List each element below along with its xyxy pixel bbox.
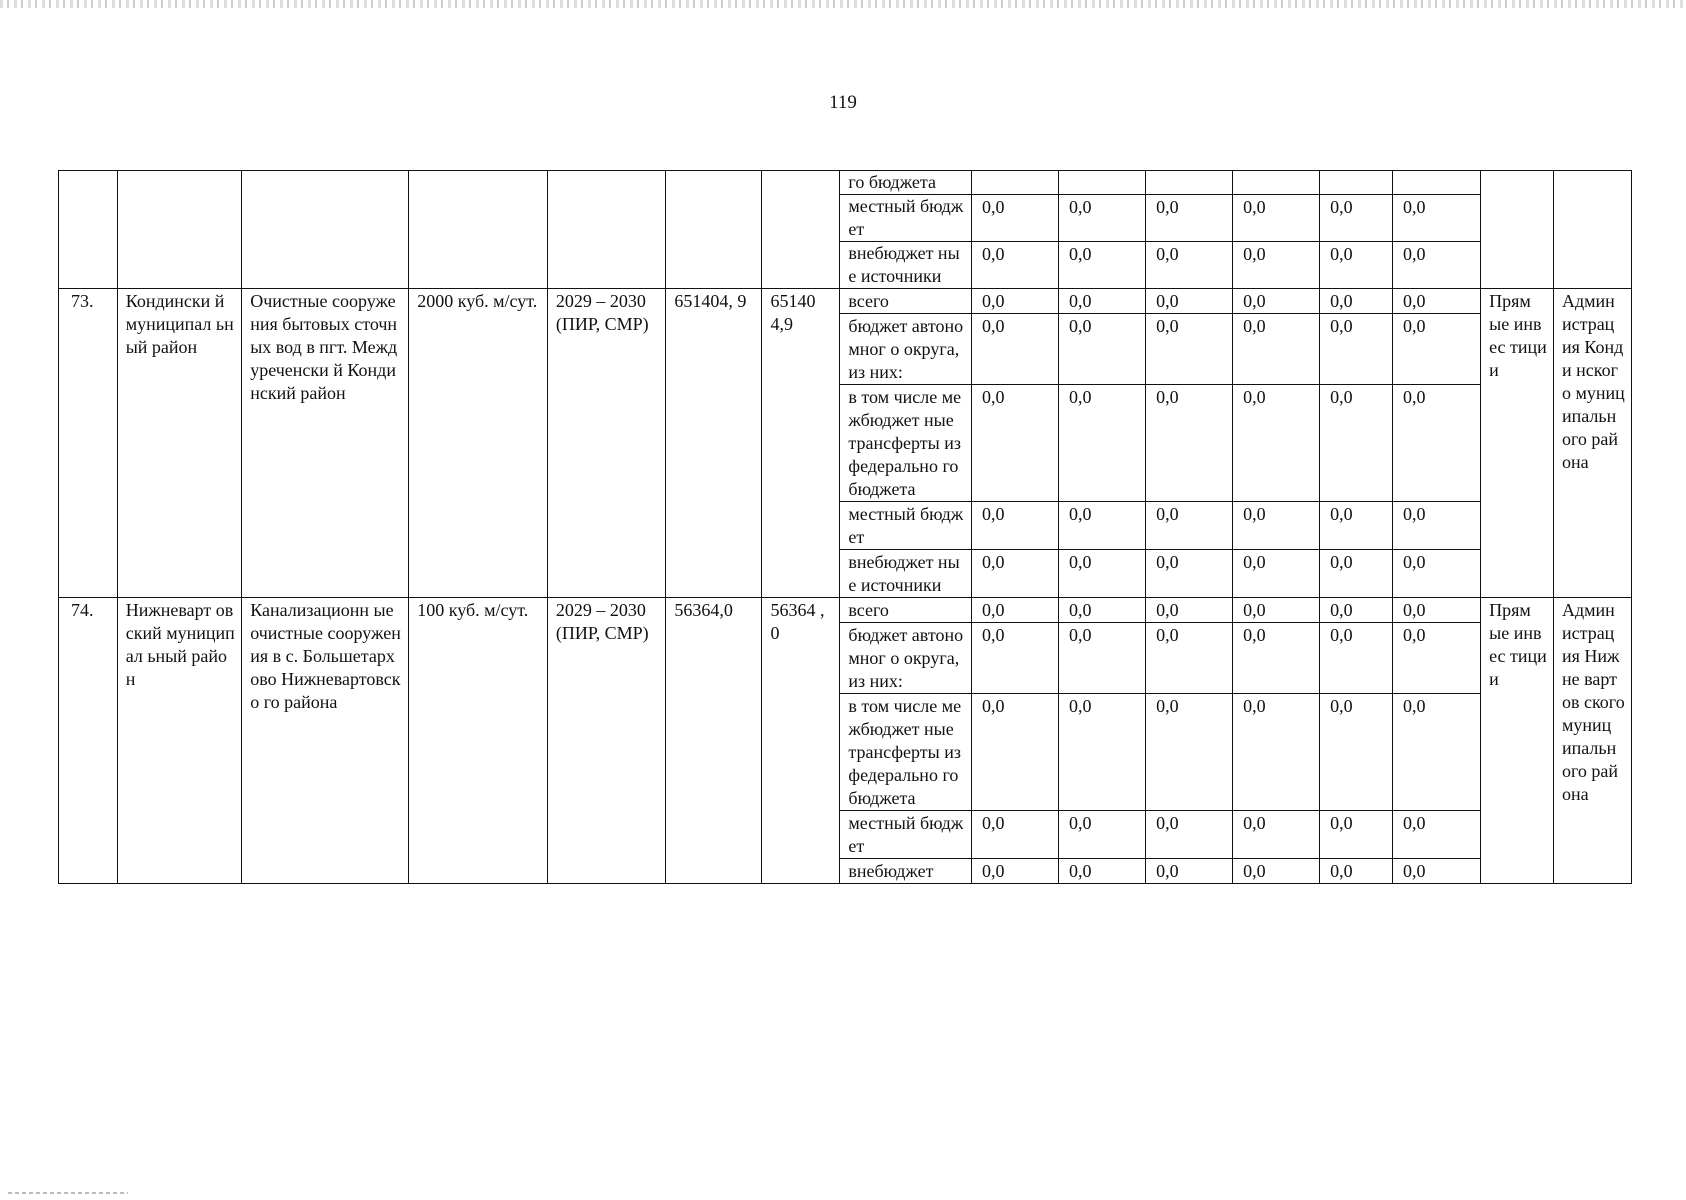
cell-value xyxy=(1233,171,1320,195)
cell-value: 0,0 xyxy=(971,502,1058,550)
cell-value: 0,0 xyxy=(1393,859,1481,884)
cell-value xyxy=(1146,171,1233,195)
cell-district: Нижневарт овский муниципал ьный район xyxy=(117,598,242,884)
cell-value: 0,0 xyxy=(1393,550,1481,598)
cell-value: 0,0 xyxy=(1393,598,1481,623)
cell-source: местный бюджет xyxy=(840,502,972,550)
cell-value: 0,0 xyxy=(1393,314,1481,385)
cell-value: 0,0 xyxy=(1320,314,1393,385)
cell-value: 0,0 xyxy=(1146,314,1233,385)
cell-investment-type xyxy=(1481,171,1554,289)
cell-source: всего xyxy=(840,598,972,623)
scan-mark xyxy=(8,1192,128,1194)
cell-source: внебюджет ные источники xyxy=(840,550,972,598)
cell-capacity: 100 куб. м/сут. xyxy=(409,598,548,884)
cell-district: Кондински й муниципал ьный район xyxy=(117,289,242,598)
cell-value: 0,0 xyxy=(971,314,1058,385)
cell-source: в том числе межбюджет ные трансферты из федерально го бюджета xyxy=(840,694,972,811)
investment-table xyxy=(58,170,1632,884)
cell-value: 0,0 xyxy=(1320,550,1393,598)
cell-value: 0,0 xyxy=(1393,289,1481,314)
cell-value: 0,0 xyxy=(1059,550,1146,598)
cell-value: 0,0 xyxy=(971,385,1058,502)
table-row xyxy=(59,171,1632,195)
cell-investment-type: Прям ые инвес тици и xyxy=(1481,598,1554,884)
cell-value: 0,0 xyxy=(971,811,1058,859)
cell-source: внебюджет ные источники xyxy=(840,242,972,289)
cell-source: бюджет автономног о округа, из них: xyxy=(840,314,972,385)
cell-value xyxy=(1320,171,1393,195)
cell-capacity: 2000 куб. м/сут. xyxy=(409,289,548,598)
cell-source: го бюджета xyxy=(840,171,972,195)
cell-value: 0,0 xyxy=(1320,195,1393,242)
cell-value: 0,0 xyxy=(1059,195,1146,242)
table-row xyxy=(59,289,1632,314)
cell-source: в том числе межбюджет ные трансферты из федерально го бюджета xyxy=(840,385,972,502)
cell-value: 0,0 xyxy=(1146,550,1233,598)
cell-value: 0,0 xyxy=(1320,694,1393,811)
cell-value: 0,0 xyxy=(1233,598,1320,623)
cell-amount: 65140 4,9 xyxy=(762,289,840,598)
cell-value: 0,0 xyxy=(1146,598,1233,623)
cell-value: 0,0 xyxy=(1233,859,1320,884)
cell-num: 73. xyxy=(59,289,118,598)
cell-value: 0,0 xyxy=(1059,385,1146,502)
cell-district xyxy=(117,171,242,289)
cell-value: 0,0 xyxy=(1233,314,1320,385)
cell-investment-type: Прям ые инвес тици и xyxy=(1481,289,1554,598)
cell-value: 0,0 xyxy=(1059,811,1146,859)
cell-value: 0,0 xyxy=(1059,289,1146,314)
cell-responsible xyxy=(1553,171,1631,289)
cell-cost: 56364,0 xyxy=(666,598,762,884)
cell-value: 0,0 xyxy=(1146,859,1233,884)
cell-value: 0,0 xyxy=(1233,502,1320,550)
cell-value: 0,0 xyxy=(1233,694,1320,811)
cell-value: 0,0 xyxy=(1233,550,1320,598)
cell-value: 0,0 xyxy=(1320,623,1393,694)
cell-value: 0,0 xyxy=(1146,811,1233,859)
cell-value: 0,0 xyxy=(1393,195,1481,242)
cell-source: внебюджет xyxy=(840,859,972,884)
cell-value: 0,0 xyxy=(971,550,1058,598)
cell-source: местный бюджет xyxy=(840,811,972,859)
cell-value xyxy=(1393,171,1481,195)
cell-source: местный бюджет xyxy=(840,195,972,242)
cell-value: 0,0 xyxy=(1233,385,1320,502)
cell-num: 74. xyxy=(59,598,118,884)
cell-value: 0,0 xyxy=(971,242,1058,289)
cell-responsible: Админ истрац ия Конди нского муниц ипальн ого района xyxy=(1553,289,1631,598)
scan-edge xyxy=(0,0,1686,8)
cell-value: 0,0 xyxy=(1320,242,1393,289)
cell-value: 0,0 xyxy=(1233,195,1320,242)
cell-value: 0,0 xyxy=(1059,694,1146,811)
cell-value: 0,0 xyxy=(1320,598,1393,623)
cell-value: 0,0 xyxy=(971,859,1058,884)
cell-value: 0,0 xyxy=(1059,502,1146,550)
cell-value: 0,0 xyxy=(1393,694,1481,811)
cell-num xyxy=(59,171,118,289)
cell-value: 0,0 xyxy=(971,598,1058,623)
cell-value: 0,0 xyxy=(1320,385,1393,502)
cell-period: 2029 – 2030 (ПИР, СМР) xyxy=(547,598,665,884)
cell-value: 0,0 xyxy=(971,289,1058,314)
cell-object: Канализационн ые очистные сооружения в с. Большетархово Нижневартовско го района xyxy=(242,598,409,884)
cell-object: Очистные сооружения бытовых сточных вод в пгт. Междуреченски й Кондинский район xyxy=(242,289,409,598)
page-number: 119 xyxy=(829,92,857,113)
cell-value: 0,0 xyxy=(1393,811,1481,859)
cell-value: 0,0 xyxy=(1059,242,1146,289)
cell-source: всего xyxy=(840,289,972,314)
cell-amount xyxy=(762,171,840,289)
cell-value: 0,0 xyxy=(1146,694,1233,811)
cell-value xyxy=(1059,171,1146,195)
cell-value: 0,0 xyxy=(1059,623,1146,694)
cell-value: 0,0 xyxy=(971,694,1058,811)
cell-value: 0,0 xyxy=(971,623,1058,694)
cell-value: 0,0 xyxy=(1059,598,1146,623)
cell-value: 0,0 xyxy=(971,195,1058,242)
cell-value: 0,0 xyxy=(1146,385,1233,502)
table-row xyxy=(59,598,1632,623)
cell-source: бюджет автономног о округа, из них: xyxy=(840,623,972,694)
cell-capacity xyxy=(409,171,548,289)
cell-value: 0,0 xyxy=(1393,385,1481,502)
cell-value: 0,0 xyxy=(1320,859,1393,884)
table-body xyxy=(59,171,1632,884)
cell-value xyxy=(971,171,1058,195)
cell-value: 0,0 xyxy=(1393,623,1481,694)
cell-value: 0,0 xyxy=(1233,623,1320,694)
cell-period: 2029 – 2030 (ПИР, СМР) xyxy=(547,289,665,598)
cell-cost: 651404, 9 xyxy=(666,289,762,598)
cell-value: 0,0 xyxy=(1320,289,1393,314)
cell-value: 0,0 xyxy=(1059,314,1146,385)
cell-cost xyxy=(666,171,762,289)
cell-value: 0,0 xyxy=(1320,502,1393,550)
cell-amount: 56364 ,0 xyxy=(762,598,840,884)
cell-value: 0,0 xyxy=(1320,811,1393,859)
cell-period xyxy=(547,171,665,289)
cell-value: 0,0 xyxy=(1393,242,1481,289)
cell-value: 0,0 xyxy=(1146,623,1233,694)
cell-value: 0,0 xyxy=(1146,195,1233,242)
cell-value: 0,0 xyxy=(1146,242,1233,289)
cell-value: 0,0 xyxy=(1233,242,1320,289)
cell-value: 0,0 xyxy=(1146,289,1233,314)
cell-value: 0,0 xyxy=(1233,811,1320,859)
cell-value: 0,0 xyxy=(1233,289,1320,314)
cell-responsible: Админ истрац ия Нижне вартов ского муниц ипальн ого района xyxy=(1553,598,1631,884)
cell-value: 0,0 xyxy=(1146,502,1233,550)
cell-value: 0,0 xyxy=(1393,502,1481,550)
cell-object xyxy=(242,171,409,289)
cell-value: 0,0 xyxy=(1059,859,1146,884)
